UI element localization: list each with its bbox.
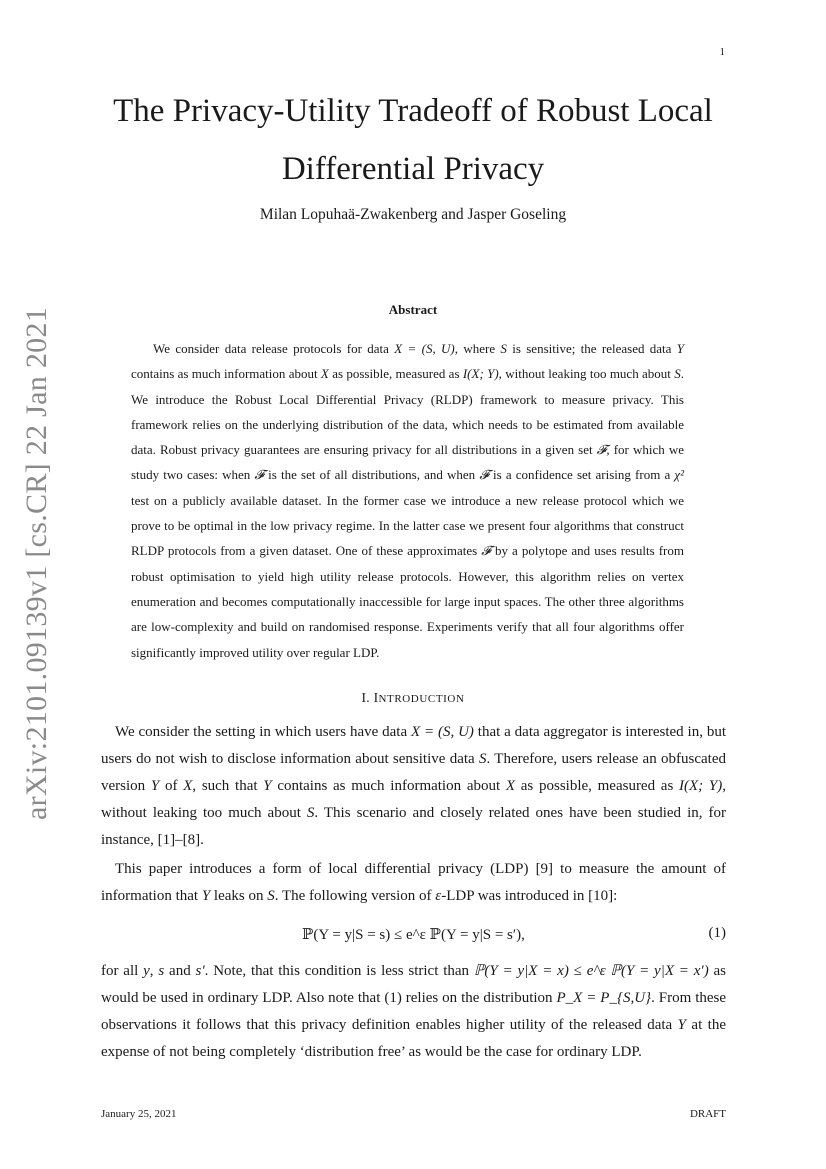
arxiv-watermark: arXiv:2101.09139v1 [cs.CR] 22 Jan 2021 [20,306,53,820]
text-run: We consider the setting in which users have data [115,724,411,740]
paragraph-2 [101,856,726,910]
text-run: . The following version of [274,888,436,904]
math-inline: 𝓕 [596,442,607,458]
text-run: that a data aggregator is interested in, but users do not wish to disclose information about sensitive data [101,724,726,767]
abstract-text-run: We consider data release protocols for data [153,341,395,356]
page-number: 1 [719,46,725,58]
abstract-text-run: , without leaking too much about [498,366,675,382]
equation-1 [101,925,726,949]
math-inline: y [143,963,150,979]
math-inline: X = (S, U) [394,341,455,356]
math-inline: S [479,751,487,767]
math-inline: Y [150,778,160,794]
text-run: . This scenario and closely related ones have been studied in, for instance, [1]–[8]. [101,805,726,848]
math-inline: s [158,963,165,979]
math-inline: X [505,778,516,794]
abstract-text-run: is a confidence set arising from a [488,467,675,483]
math-inline: 𝓕 [481,543,491,559]
math-inline: S [306,805,315,821]
abstract-text-run: as possible, measured as [328,366,463,382]
text-run: for all [101,963,144,979]
math-inline: Y [201,888,211,904]
math-inline: I(X; Y) [462,366,499,382]
abstract-text [131,336,684,665]
abstract-text-run: , where [454,341,501,356]
footer-draft-label: DRAFT [689,1108,726,1120]
text-run: , such that [192,778,264,794]
text-run: as would be used in ordinary LDP. Also note that (1) relies on the distribution [101,963,727,1006]
text-run: contains as much information about [271,778,506,794]
abstract-text-run: is the set of all distributions, and when [264,467,480,483]
footer-date: January 25, 2021 [101,1108,177,1120]
text-run: This paper introduces a form of local differential privacy (LDP) [9] to measure the amount of information that [101,861,726,904]
abstract-text-run: . We introduce the Robust Local Differential Privacy (RLDP) framework to measure privacy. This framework relies on the underlying distribution of the data, which needs to be estimated from available data. Robust privacy guarantees are ensuring privacy for all distributions in a given set [131,366,684,458]
text-run: and [164,963,196,979]
math-inline: X [183,778,193,794]
abstract-text-run: test on a publicly available dataset. In the former case we introduce a new release protocol which we prove to be optimal in the low privacy regime. In the latter case we present four algorithms that construct RLDP protocols from a given dataset. One of these approximates [131,492,684,559]
authors: Milan Lopuhaä-Zwakenberg and Jasper Goseling [259,206,567,223]
text-run: as possible, measured as [515,778,680,794]
abstract-text-run: , for which we study two cases: when [131,442,684,483]
paragraph-3 [101,958,726,1066]
paragraph-1 [101,719,726,854]
text-run: , [149,963,159,979]
section-title-smallcaps: NTRODUCTION [378,693,465,705]
text-run: at the expense of not being completely ‘distribution free’ as would be the case for ordinary LDP. [101,1017,726,1060]
equation-body: ℙ(Y = y|S = s) ≤ e^ε ℙ(Y = y|S = s′), [302,927,525,943]
section-numeral: I. [361,690,370,705]
math-inline: X [320,366,329,382]
abstract-heading: Abstract [388,302,438,317]
math-inline: s′ [195,963,205,979]
title-line-2: Differential Privacy [281,151,545,187]
math-inline: X = (S, U) [410,724,474,740]
math-inline: P_X = P_{S,U} [556,990,652,1006]
math-inline: 𝓕 [254,467,265,483]
text-run: . From these observations it follows that this privacy definition enables higher utility of the released data [101,990,727,1033]
math-inline: ℙ(Y = y|X = x) ≤ e^ε ℙ(Y = y|X = x′) [473,963,709,979]
math-inline: S [674,366,681,382]
text-run: -LDP was introduced in [10]: [441,888,618,904]
math-inline: I(X; Y) [679,778,723,794]
text-run: of [159,778,184,794]
abstract-text-run: by a polytope and uses results from robust optimisation to yield high utility release protocols. However, this algorithm relies on vertex enumeration and becomes computationally inaccessible for large input spaces. The other three algorithms are low-complexity and build on randomised response. Experiments verify that all four algorithms offer significantly improved utility over regular LDP. [131,543,684,660]
equation-number: (1) [708,925,726,941]
math-inline: S [500,341,507,356]
paper-title [60,82,766,198]
math-inline: 𝓕 [479,467,489,483]
math-inline: χ² [674,467,684,483]
title-line-1: The Privacy-Utility Tradeoff of Robust Local [113,93,713,129]
abstract-text-run: contains as much information about [131,366,321,382]
text-run: , without leaking too much about [101,778,726,821]
text-run: . Therefore, users release an obfuscated version [101,751,726,794]
math-inline: Y [676,341,685,356]
math-inline: ε [435,888,442,904]
abstract-text-run: is sensitive; the released data [506,341,677,356]
math-inline: S [267,888,275,904]
math-inline: Y [263,778,272,794]
section-heading-introduction [60,690,766,706]
section-first-letter: I [373,690,379,705]
text-run: leaks on [210,888,268,904]
text-run: . Note, that this condition is less strict than [204,963,474,979]
math-inline: Y [677,1017,686,1033]
